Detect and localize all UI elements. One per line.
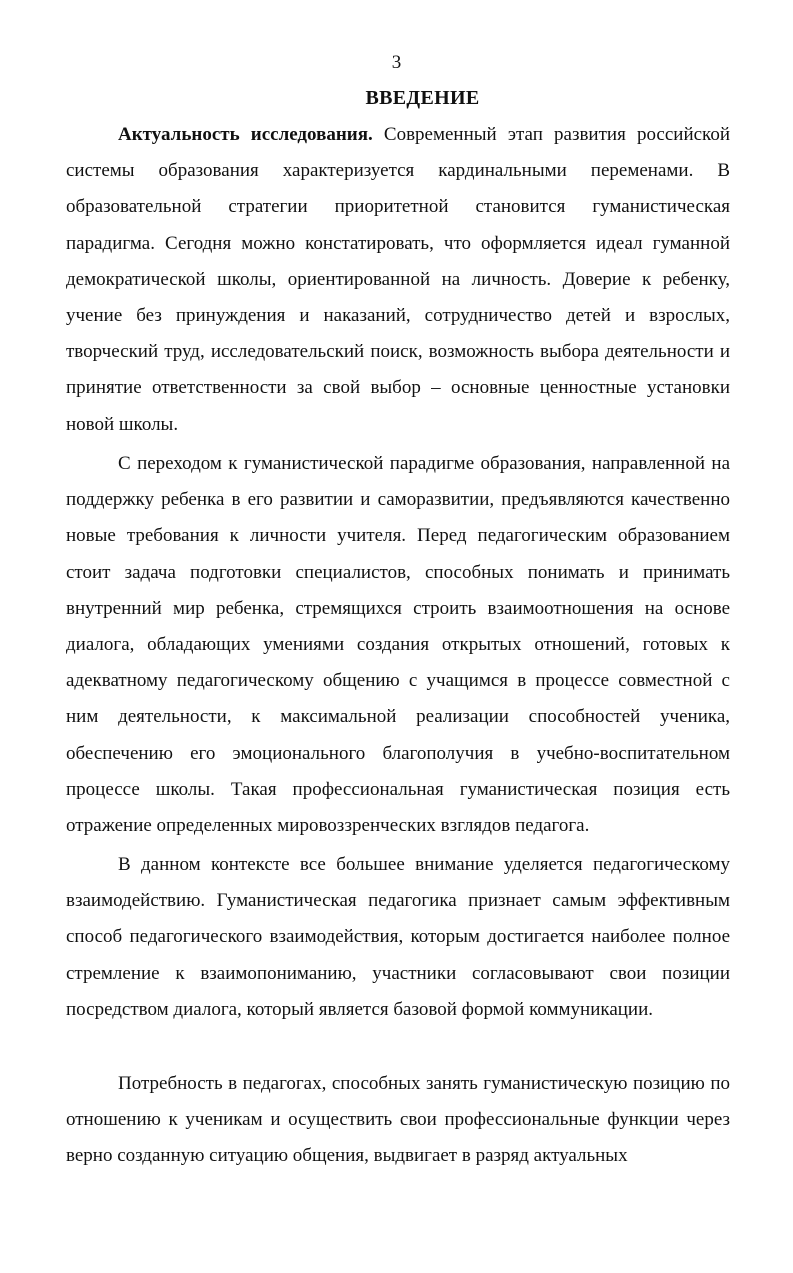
paragraph-humanistic-paradigm: С переходом к гуманистической парадигме образования, направленной на поддержку ребенка в его развитии и саморазвитии, предъявляются качественно новые требования к личности учителя. Перед педагогическим образованием стоит задача подготовки специалистов, способных понимать и принимать внутренний мир ребенка, стремящихся строить взаимоотношения на основе диалога, обладающих умениями создания открытых отношений, готовых к адекватному педагогическому общению с учащимся в процессе совместной с ним деятельности, к максимальной реализации способностей ученика, обеспечению его эмоционального благополучия в учебно-воспитательном процессе школы. Такая профессиональная гуманистическая позиция есть отражение определенных мировоззренческих взглядов педагога. bbox=[66, 453, 730, 837]
paragraph-teacher-demand: Потребность в педагогах, способных занять гуманистическую позицию по отношению к ученикам и осуществить свои профессиональные функции через верно созданную ситуацию общения, выдвигает в разряд актуальных bbox=[66, 1073, 730, 1167]
paragraph-pedagogical-interaction: В данном контексте все большее внимание уделяется педагогическому взаимодействию. Гуманистическая педагогика признает самым эффективным способ педагогического взаимодействия, которым достигается наиболее полное стремление к взаимопониманию, участники согласовывают свои позиции посредством диалога, который является базовой формой коммуникации. bbox=[66, 854, 730, 1020]
paragraph-text: Современный этап развития российской системы образования характеризуется кардинальными переменами. В образовательной стратегии приоритетной становится гуманистическая парадигма. Сегодня можно констатировать, что оформляется идеал гуманной демократической школы, ориентированной на личность. Доверие к ребенку, учение без принуждения и наказаний, сотрудничество детей и взрослых, творческий труд, исследовательский поиск, возможность выбора деятельности и принятие ответственности за свой выбор – основные ценностные установки новой школы. bbox=[66, 124, 730, 435]
page-title: ВВЕДЕНИЕ bbox=[365, 87, 480, 109]
paragraph-relevance bbox=[66, 117, 730, 443]
page-number: 3 bbox=[391, 52, 402, 73]
paragraph-lead-bold: Актуальность исследования. bbox=[118, 124, 373, 145]
